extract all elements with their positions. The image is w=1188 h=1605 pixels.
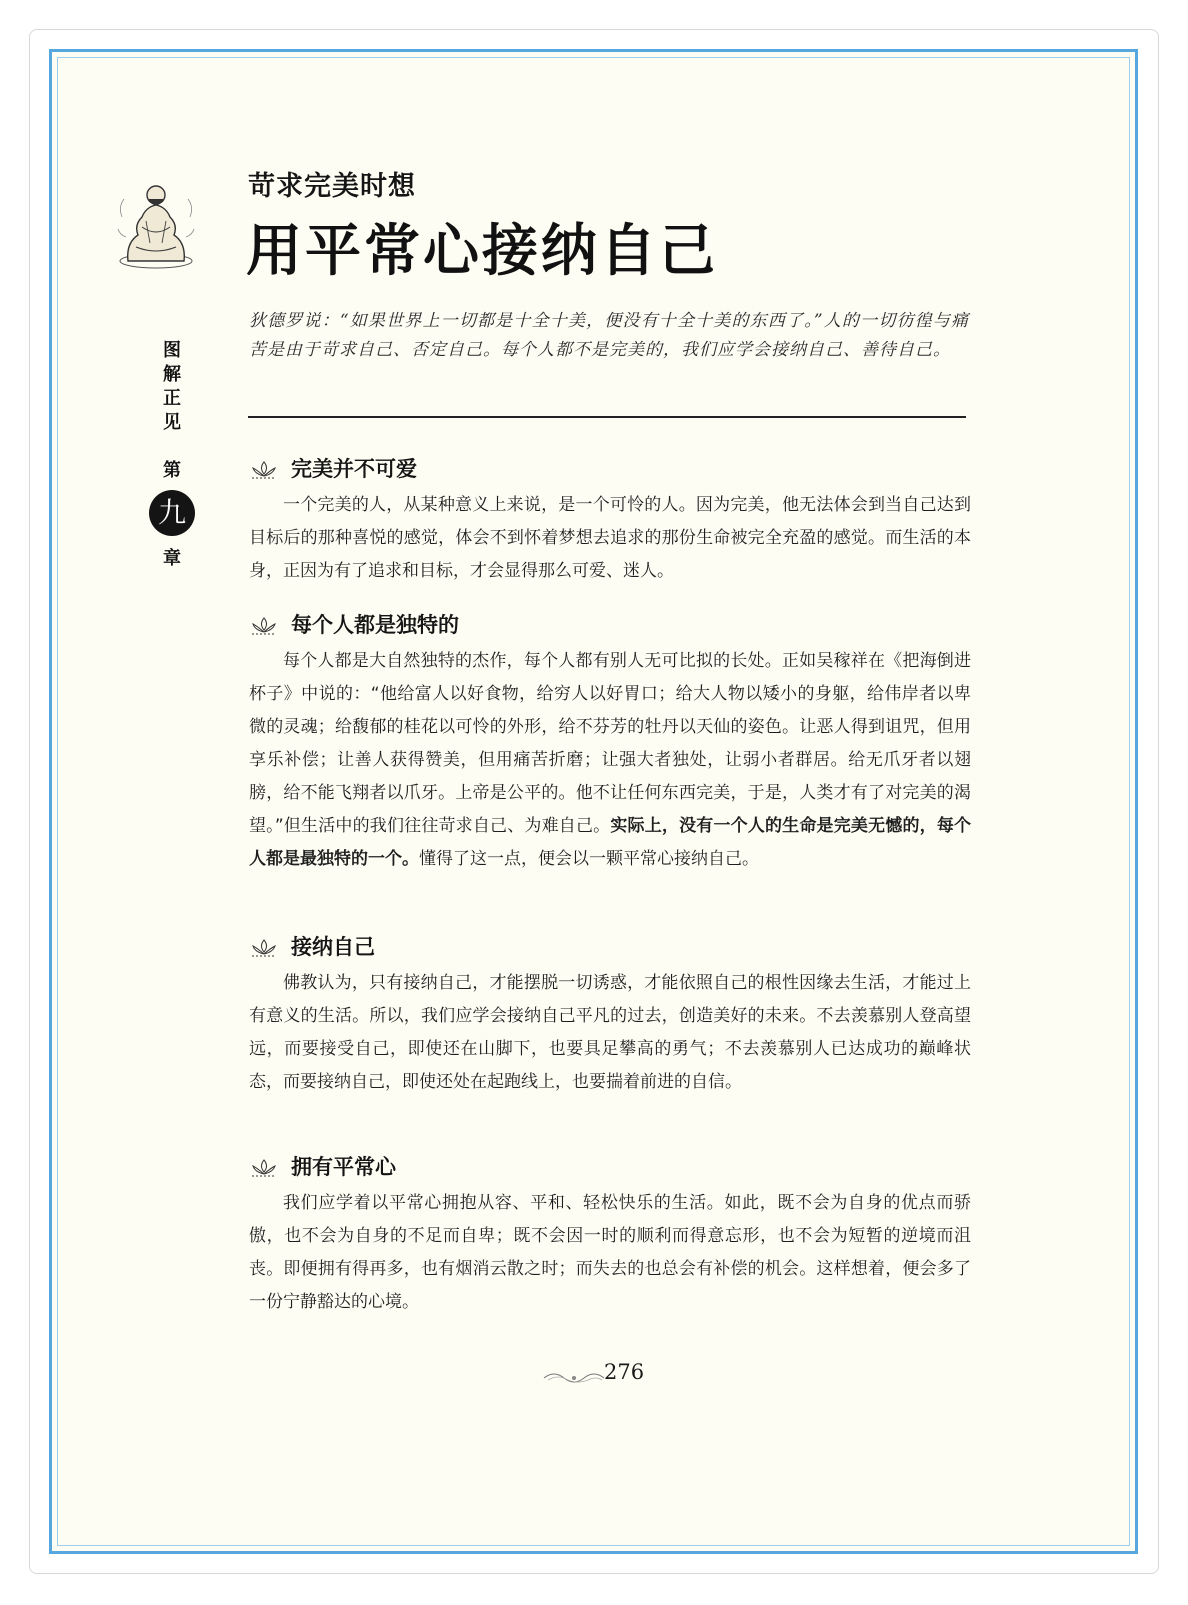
intro-quote: 狄德罗说：“如果世界上一切都是十全十美，便没有十全十美的东西了。”人的一切彷徨与痛苦是由于苛求自己、否定自己。每个人都不是完美的，我们应学会接纳自己、善待自己。: [249, 311, 969, 360]
section-body: 一个完美的人，从某种意义上来说，是一个可怜的人。因为完美，他无法体会到当自己达到目标后的那种喜悦的感觉，体会不到怀着梦想去追求的那份生命被完全充盈的感觉。而生活的本身，正因为有了追求和目标，才会显得那么可爱、迷人。: [249, 495, 971, 581]
page-footer: [542, 1360, 682, 1390]
emphasis-text: 实际上，没有一个人的生命是完美无憾的，每个人都是最独特的一个。: [249, 816, 972, 869]
section-heading: 每个人都是独特的: [249, 610, 971, 640]
page-ornament: [542, 1368, 606, 1386]
lotus-icon: [249, 938, 279, 958]
section-perfection: [249, 454, 971, 588]
section-heading: 接纳自己: [249, 932, 971, 962]
section-unique: [249, 610, 971, 876]
lotus-icon: [249, 616, 279, 636]
divider-rule: [248, 416, 966, 418]
chapter-number-badge: 九: [149, 490, 195, 536]
section-accept-self: [249, 932, 971, 1099]
page-title: 用平常心接纳自己: [246, 219, 718, 284]
chapter-prefix: 第: [163, 460, 181, 481]
chapter-suffix: 章: [163, 548, 181, 569]
book-page: [49, 49, 1138, 1554]
lotus-icon: [249, 1158, 279, 1178]
monk-illustration: [116, 177, 196, 269]
section-body: 佛教认为，只有接纳自己，才能摆脱一切诱惑，才能依照自己的根性因缘去生活，才能过上有意义的生活。所以，我们应学会接纳自己平凡的过去，创造美好的未来。不去羡慕别人登高望远，而要接受自己，即使还在山脚下，也要具足攀高的勇气；不去羡慕别人已达成功的巅峰状态，而要接纳自己，即使还处在起跑线上，也要揣着前进的自信。: [249, 973, 971, 1092]
section-heading: 拥有平常心: [249, 1152, 971, 1182]
section-heading: 完美并不可爱: [249, 454, 971, 484]
section-body: 我们应学着以平常心拥抱从容、平和、轻松快乐的生活。如此，既不会为自身的优点而骄傲，也不会为自身的不足而自卑；既不会因一时的顺利而得意忘形，也不会为短暂的逆境而沮丧。即便拥有得再多，也有烟消云散之时；而失去的也总会有补偿的机会。这样想着，便会多了一份宁静豁达的心境。: [249, 1193, 971, 1312]
book-title-vertical: 图解正见: [163, 340, 181, 433]
page-subtitle: 苛求完美时想: [248, 171, 416, 202]
page-number: 276: [604, 1360, 645, 1384]
section-body: 每个人都是大自然独特的杰作，每个人都有别人无可比拟的长处。正如吴稼祥在《把海倒进杯子》中说的：“他给富人以好食物，给穷人以好胃口；给大人物以矮小的身躯，给伟岸者以卑微的灵魂；给馥郁的桂花以可怜的外形，给不芬芳的牡丹以天仙的姿色。让恶人得到诅咒，但用享乐补偿；让善人获得赞美，但用痛苦折磨；让强大者独处，让弱小者群居。给无爪牙者以翅膀，给不能飞翔者以爪牙。上帝是公平的。他不让任何东西完美，于是，人类才有了对完美的渴望。”但生活中的我们往往苛求自己、为难自己。实际上，没有一个人的生命是完美无憾的，每个人都是最独特的一个。懂得了这一点，便会以一颗平常心接纳自己。: [249, 651, 972, 869]
lotus-icon: [249, 460, 279, 480]
section-ordinary-mind: [249, 1152, 971, 1319]
